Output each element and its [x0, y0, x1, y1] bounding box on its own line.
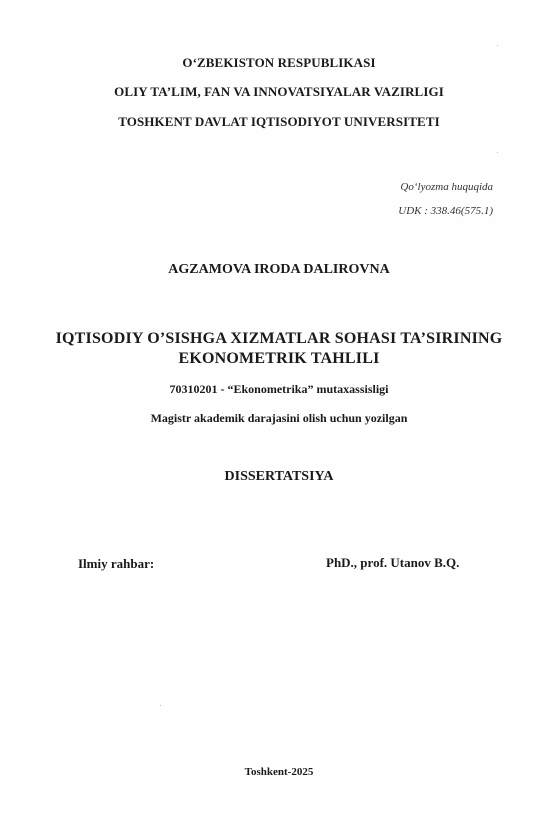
supervisor-name: PhD., prof. Utanov B.Q.: [326, 555, 460, 570]
document-type: DISSERTATSIYA: [224, 469, 334, 484]
scan-speck: [160, 705, 161, 706]
author-name: AGZAMOVA IRODA DALIROVNA: [168, 262, 390, 277]
header-university: TOSHKENT DAVLAT IQTISODIYOT UNIVERSITETI: [118, 114, 440, 129]
supervisor-label: Ilmiy rahbar:: [78, 556, 155, 571]
thesis-title-line-2: EKONOMETRIK TAHLILI: [178, 350, 380, 367]
degree-purpose: Magistr akademik darajasini olish uchun yozilgan: [150, 411, 408, 425]
udk-code: UDK : 338.46(575.1): [398, 205, 493, 217]
scan-speck: [497, 152, 498, 153]
city-year: Toshkent-2025: [244, 766, 314, 778]
header-country: O‘ZBEKISTON RESPUBLIKASI: [182, 55, 376, 70]
specialty-code: 70310201 - “Ekonometrika” mutaxassisligi: [169, 382, 389, 396]
manuscript-rights-note: Qo‘lyozma huquqida: [400, 181, 493, 193]
header-ministry: OLIY TA’LIM, FAN VA INNOVATSIYALAR VAZIRLIGI: [114, 84, 444, 99]
scan-speck: [497, 45, 498, 46]
thesis-title-line-1: IQTISODIY O’SISHGA XIZMATLAR SOHASI TA’SIRINING: [55, 330, 503, 347]
